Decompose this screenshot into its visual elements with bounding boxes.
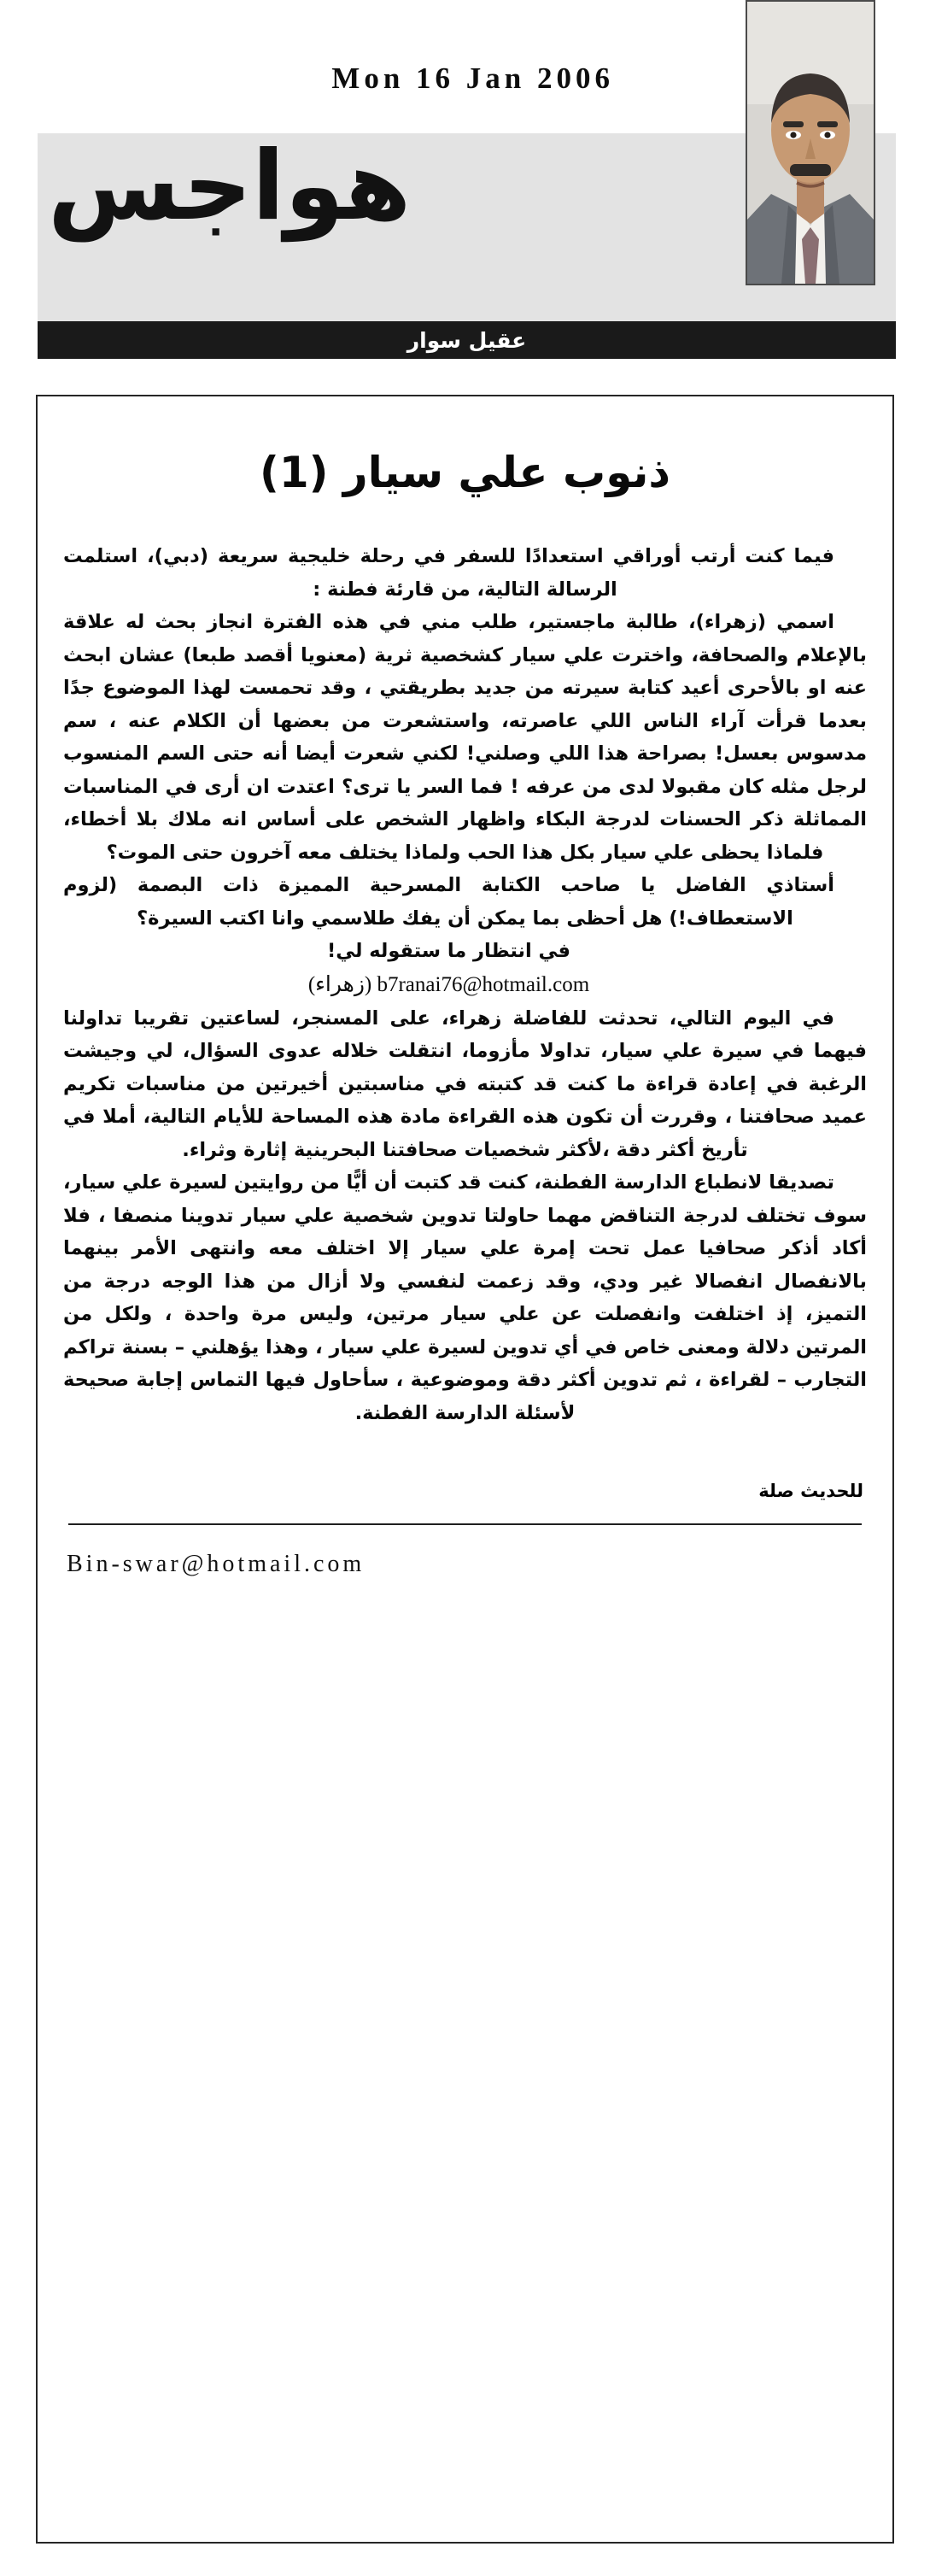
author-portrait bbox=[746, 0, 875, 285]
author-contact-email: Bin-swar@hotmail.com bbox=[67, 1551, 366, 1577]
reader-waiting-line: في انتظار ما ستقوله لي! bbox=[326, 940, 571, 962]
footer-divider bbox=[68, 1523, 862, 1525]
article-paragraph: في اليوم التالي، تحدثت للفاضلة زهراء، على المسنجر، لساعتين تقريبا تداولنا فيهما في سيرة علي سيار، تداولا مأزوما، انتقلت خلاله عدوى السؤال، لي وجيشت الرغبة في إعادة قراءة ما كنت قد كتبته في مناسبتين أخيرتين من مناسبات تكريم عميد صحافتنا ، وقررت أن تكون هذه القراءة مادة هذه المساحة للأيام التالية، أملا في تأريخ أكثر دقة ،لأكثر شخصيات صحافتنا البحرينية إثارة وثراء. bbox=[63, 1006, 867, 1161]
article-headline: ذنوب علي سيار (1) bbox=[259, 448, 671, 497]
publication-date: Mon 16 Jan 2006 bbox=[331, 62, 614, 95]
article-paragraph: اسمي (زهراء)، طالبة ماجستير، طلب مني في هذه الفترة انجاز بحث له علاقة بالإعلام والصحافة، واخترت علي سيار كشخصية ثرية (معنويا أقصد طبعا) عشان ابحث عنه او بالأحرى أعيد كتابة سيرته من جديد بطريقتي ، وقد تحمست لهذا الموضوع جدًا بعدما قرأت آراء الناس اللي عاصرته، واستشعرت من بعضها أن الكلام عنه ، سم مدسوس بعسل! بصراحة هذا اللي وصلني! لكني شعرت أيضا أنه حتى السم المنسوب لرجل مثله كان مقبولا لدى من عرفه ! فما السر يا ترى؟ اعتدت ان أرى في المناسبات المماثلة ذكر الحسنات لدرجة البكاء واظهار الشخص على أساس انه ملاك بلا أخطاء، فلماذا يحظى علي سيار بكل هذا الحب ولماذا يختلف معه آخرون حتى الموت؟ bbox=[63, 611, 867, 864]
reader-signature bbox=[63, 968, 867, 1002]
masthead bbox=[38, 0, 896, 359]
article-paragraph: تصديقا لانطباع الدارسة الفطنة، كنت قد كتبت أن أيًّا من روايتين لسيرة علي سيار، سوف تختلف لدرجة التناقض مهما حاولتا تدوين شخصية علي سيار تدوينا منصفا ، فلا أكاد أذكر صحافيا عمل تحت إمرة علي سيار إلا اختلف معه وانتهى الأمر بينهما بالانفصال انفصالا غير ودي، وقد زعمت لنفسي ولا أزال من هذا الوجه درجة من التميز، إذ اختلفت وانفصلت عن علي سيار مرتين، وليس مرة واحدة ، ولكل من المرتين دلالة ومعنى خاص في أي تدوين لسيرة علي سيار ، وهذا يؤهلني – بسنة تراكم التجارب – لقراءة ، ثم تدوين أكثر دقة وموضوعية ، سأحاول فيها التماس إجابة صحيحة لأسئلة الدارسة الفطنة. bbox=[63, 1171, 867, 1424]
reader-email: b7ranai76@hotmail.com bbox=[377, 972, 590, 996]
article-paragraph: فيما كنت أرتب أوراقي استعدادًا للسفر في رحلة خليجية سريعة (دبي)، استلمت الرسالة التالية، من قارئة فطنة : bbox=[63, 545, 834, 601]
article-paragraph: أستاذي الفاضل يا صاحب الكتابة المسرحية المميزة ذات البصمة (لزوم الاستعطاف!) هل أحظى بما يمكن أن يفك طلاسمي وانا اكتب السيرة؟ bbox=[63, 874, 834, 930]
article-container bbox=[36, 395, 894, 2544]
byline-bar bbox=[38, 321, 896, 359]
article-body bbox=[63, 540, 867, 1429]
author-byline: عقيل سوار bbox=[407, 327, 527, 353]
continuation-note: للحديث صلة bbox=[758, 1481, 863, 1501]
column-brand-title: هواجس bbox=[48, 131, 412, 242]
reader-name: (زهراء) bbox=[307, 972, 372, 996]
author-portrait-image bbox=[747, 2, 874, 284]
